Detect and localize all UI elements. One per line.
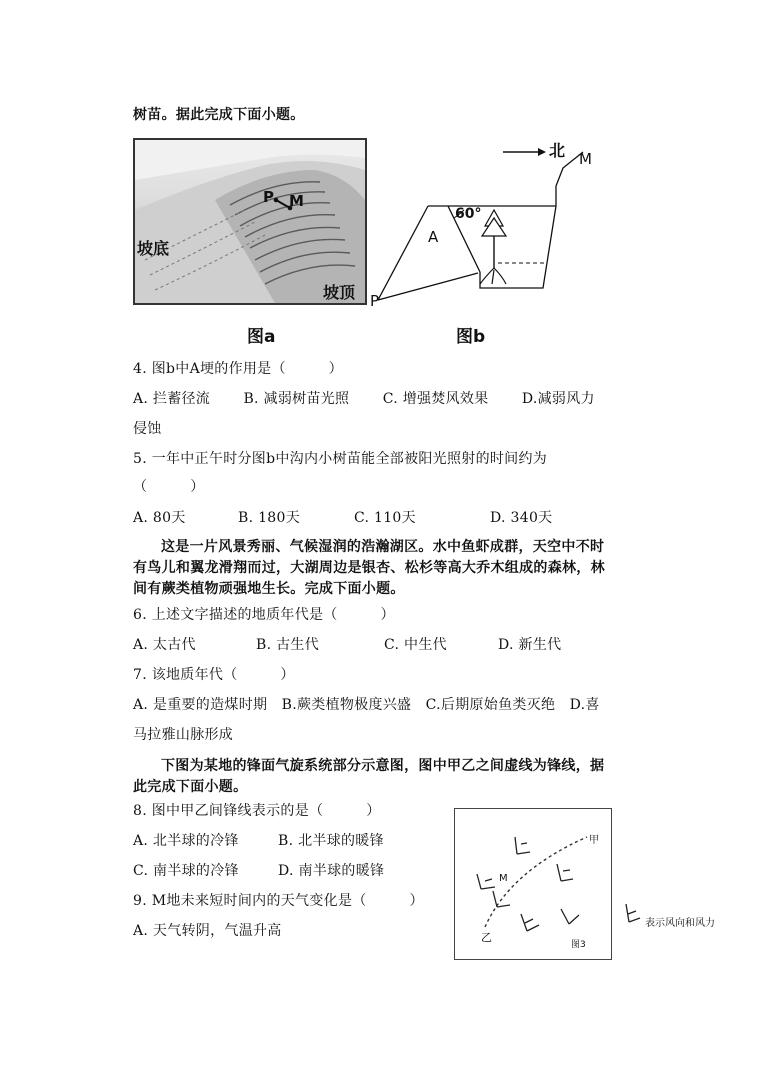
- figure-3-label-m: M: [499, 873, 508, 884]
- question-7-options: A. 是重要的造煤时期 B.蕨类植物极度兴盛 C.后期原始鱼类灭绝 D.喜: [133, 697, 600, 713]
- question-6-option-a: A. 太古代: [133, 637, 196, 653]
- question-9-option-a: A. 天气转阴，气温升高: [133, 923, 282, 939]
- question-8-option-c: C. 南半球的冷锋: [133, 863, 239, 879]
- photo-label-slope-bottom: 坡底: [137, 239, 170, 258]
- figure-a-photo: [133, 138, 367, 305]
- question-5-option-c: C. 110天: [354, 510, 416, 526]
- passage-2-line-3: 间有蕨类植物顽强地生长。完成下面小题。: [133, 581, 405, 597]
- question-5-option-b: B. 180天: [238, 510, 301, 526]
- figure-3-label-jia: 甲: [589, 835, 599, 846]
- figure-3-caption: 图3: [571, 940, 586, 950]
- passage-3-line-1: 下图为某地的锋面气旋系统部分示意图，图中甲乙之间虚线为锋线，据: [161, 758, 605, 774]
- question-6-option-d: D. 新生代: [498, 637, 562, 653]
- question-8-option-a: A. 北半球的冷锋: [133, 833, 239, 849]
- question-5-option-a: A. 80天: [133, 510, 186, 526]
- question-5-option-d: D. 340天: [490, 510, 553, 526]
- question-8-option-b: B. 北半球的暖锋: [278, 833, 384, 849]
- angle-label: 60°: [455, 206, 482, 222]
- wind-barb-legend-icon: [622, 900, 644, 926]
- question-6-option-c: C. 中生代: [384, 637, 447, 653]
- question-6-option-b: B. 古生代: [256, 637, 319, 653]
- photo-label-m: M: [289, 192, 304, 210]
- question-5-paren: （ ）: [133, 479, 205, 495]
- north-label: 北: [549, 141, 566, 160]
- question-4-stem: 4. 图b中A埂的作用是（ ）: [133, 361, 343, 377]
- figure-3-box: [454, 808, 612, 960]
- question-5-stem: 5. 一年中正午时分图b中沟内小树苗能全部被阳光照射的时间约为: [133, 451, 548, 467]
- question-4-options: A. 拦蓄径流 B. 减弱树苗光照 C. 增强焚风效果 D.减弱风力: [133, 391, 595, 407]
- passage-3-line-2: 此完成下面小题。: [133, 779, 248, 795]
- passage-2-line-2: 有鸟儿和翼龙滑翔而过，大湖周边是银杏、松杉等高大乔木组成的森林，林: [133, 560, 605, 576]
- question-7-stem: 7. 该地质年代（ ）: [133, 667, 295, 683]
- question-6-stem: 6. 上述文字描述的地质年代是（ ）: [133, 607, 395, 623]
- photo-label-slope-top: 坡顶: [323, 283, 356, 302]
- figure-b-caption: 图b: [456, 327, 486, 347]
- terrace-illustration: [135, 140, 365, 303]
- figure-b-label-p: P: [370, 292, 380, 310]
- photo-label-p: P: [263, 188, 274, 206]
- question-9-stem: 9. M地未来短时间内的天气变化是（ ）: [133, 893, 424, 909]
- question-8-option-d: D. 南半球的暖锋: [278, 863, 385, 879]
- question-8-stem: 8. 图中甲乙间锋线表示的是（ ）: [133, 803, 381, 819]
- intro-text: 树苗。据此完成下面小题。: [133, 107, 305, 123]
- figure-b-label-m: M: [579, 150, 592, 168]
- figure-3-label-yi: 乙: [481, 931, 492, 944]
- front-diagram: [455, 809, 611, 959]
- figure-b-diagram: [368, 138, 593, 308]
- question-4-options-cont: 侵蚀: [133, 421, 162, 437]
- wind-legend-label: 表示风向和风力: [645, 918, 715, 929]
- passage-2-line-1: 这是一片风景秀丽、气候湿润的浩瀚湖区。水中鱼虾成群，天空中不时: [161, 539, 605, 555]
- question-7-options-cont: 马拉雅山脉形成: [133, 727, 234, 743]
- figure-b-label-a: A: [428, 228, 439, 246]
- figure-a-caption: 图a: [247, 327, 276, 347]
